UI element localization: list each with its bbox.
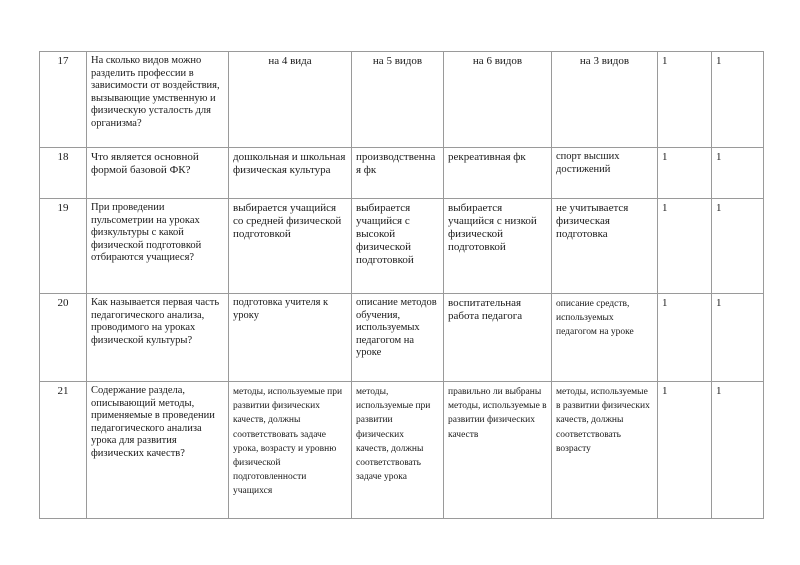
question-text: Содержание раздела, описывающий методы, применяемые в проведении педагогического анализа урока для развития физических качеств? <box>87 382 229 519</box>
answer-option-1: на 4 вида <box>229 52 352 148</box>
answer-option-1: выбирается учащийся со средней физической подготовкой <box>229 199 352 294</box>
score-cell: 1 <box>712 382 764 519</box>
score-cell: 1 <box>712 52 764 148</box>
question-text: Что является основной формой базовой ФК? <box>87 148 229 199</box>
answer-option-3: выбирается учащийся с низкой физической подготовкой <box>444 199 552 294</box>
answer-option-1: дошкольная и школьная физическая культура <box>229 148 352 199</box>
answer-option-4: на 3 видов <box>552 52 658 148</box>
answer-option-3: правильно ли выбраны методы, используемые в развитии физических качеств <box>444 382 552 519</box>
table-row <box>40 148 764 199</box>
answer-option-1: подготовка учителя к уроку <box>229 294 352 382</box>
question-number: 17 <box>40 52 87 148</box>
score-cell: 1 <box>712 199 764 294</box>
table-row <box>40 382 764 519</box>
table-row <box>40 52 764 148</box>
question-number: 18 <box>40 148 87 199</box>
answer-option-2: описание методов обучения, используемых педагогом на уроке <box>352 294 444 382</box>
question-text: Как называется первая часть педагогического анализа, проводимого на уроках физической культуры? <box>87 294 229 382</box>
score-cell: 1 <box>658 52 712 148</box>
question-number: 20 <box>40 294 87 382</box>
answer-option-1: методы, используемые при развитии физических качеств, должны соответствовать задаче урока, возрасту и уровню физической подготовленности учащихся <box>229 382 352 519</box>
question-number: 21 <box>40 382 87 519</box>
answer-option-4: методы, используемые в развитии физических качеств, должны соответствовать возрасту <box>552 382 658 519</box>
answer-option-4: спорт высших достижений <box>552 148 658 199</box>
table-row <box>40 294 764 382</box>
score-cell: 1 <box>712 148 764 199</box>
answer-option-2: на 5 видов <box>352 52 444 148</box>
answer-option-3: рекреативная фк <box>444 148 552 199</box>
question-number: 19 <box>40 199 87 294</box>
answer-option-2: производственная фк <box>352 148 444 199</box>
answer-option-3: воспитательная работа педагога <box>444 294 552 382</box>
question-text: На сколько видов можно разделить профессии в зависимости от воздействия, вызывающие умственную и физическую усталость для организма? <box>87 52 229 148</box>
score-cell: 1 <box>658 148 712 199</box>
score-cell: 1 <box>658 382 712 519</box>
question-text: При проведении пульсометрии на уроках физкультуры с какой физической подготовкой отбираются учащиеся? <box>87 199 229 294</box>
answer-option-4: описание средств, используемых педагогом на уроке <box>552 294 658 382</box>
test-questions-table <box>39 51 764 519</box>
answer-option-3: на 6 видов <box>444 52 552 148</box>
answer-option-2: выбирается учащийся с высокой физической подготовкой <box>352 199 444 294</box>
score-cell: 1 <box>658 199 712 294</box>
table-row <box>40 199 764 294</box>
score-cell: 1 <box>658 294 712 382</box>
answer-option-2: методы, используемые при развитии физических качеств, должны соответствовать задаче урока <box>352 382 444 519</box>
score-cell: 1 <box>712 294 764 382</box>
answer-option-4: не учитывается физическая подготовка <box>552 199 658 294</box>
